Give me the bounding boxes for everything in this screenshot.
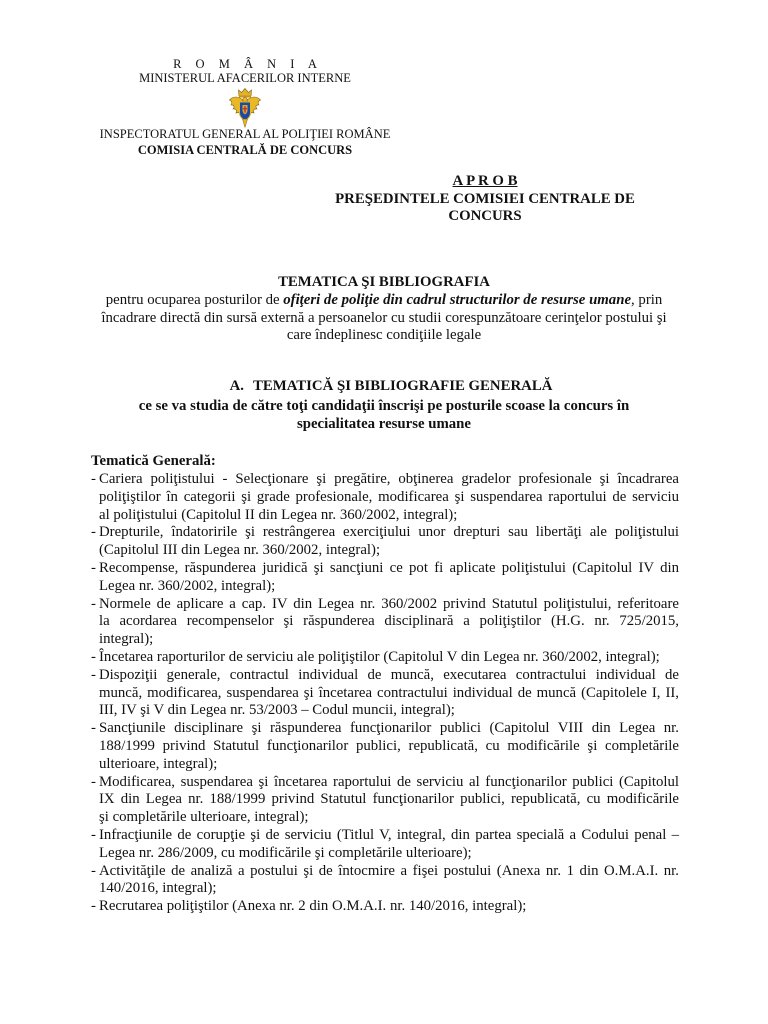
list-item-line: 188/1999 privind Statutul funcţionarilor publici, republicată, cu modificările şi completările [99,737,679,754]
list-item-line: 140/2016, integral); [99,880,217,897]
intro-paragraph [0,274,768,345]
list-bullet: - [91,862,96,879]
list-item-line: Activităţile de analiză a postului şi de întocmire a fişei postului (Anexa nr. 1 din O.M.A.I. nr. [99,862,679,879]
list-bullet: - [91,471,96,487]
list-item-line: integral); [99,631,154,648]
list-item-line: III, IV şi V din Legea nr. 53/2003 – Codul muncii, integral); [99,702,455,719]
list-bullet: - [91,826,96,843]
intro-line: încadrare directă din sursă externă a persoanelor cu studii corespunzătoare cerinţelor postului şi [101,309,667,326]
list-item-line: Legea nr. 286/2009, cu modificările şi completările ulterioare); [99,844,472,861]
country-name: R O M Â N I A [173,57,323,71]
list-bullet: - [91,559,96,576]
document-title: TEMATICA ŞI BIBLIOGRAFIA [278,274,490,290]
section-a-heading [14,378,768,396]
list-item-line: Încetarea raporturilor de serviciu ale poliţiştilor (Capitolul V din Legea nr. 360/2002, integral); [99,648,660,665]
list-item [91,596,679,649]
approval-block [285,173,685,191]
list-bullet: - [91,666,96,683]
list-item [91,471,679,524]
coat-of-arms-icon [228,87,262,129]
ministry-name: MINISTERUL AFACERILOR INTERNE [139,71,351,85]
list-item-line: Recompense, răspunderea juridică şi sancţiuni ce pot fi aplicate poliţistului (Capitolul IV din [99,559,679,576]
list-item-line: Cariera poliţistului - Selecţionare şi pregătire, obţinerea gradelor profesionale şi încadrarea [99,471,679,487]
list-bullet: - [91,648,96,665]
list-item-line: Sancţiunile disciplinare şi răspunderea funcţionarilor publici (Capitolul VIII din Legea nr. [99,720,679,737]
list-bullet: - [91,524,96,541]
approval-signatory-line: CONCURS [448,208,522,224]
list-item-line: Modificarea, suspendarea şi încetarea raportului de serviciu al funcţionarilor publici (Capitolul [99,773,679,790]
list-bullet: - [91,773,96,790]
list-item-line: Infracţiunile de corupţie şi de serviciu (Titlul V, integral, din partea specială a Codului penal – [99,826,679,843]
list-item-line: Normele de aplicare a cap. IV din Legea nr. 360/2002 privind Statutul poliţistului, referitoare [99,595,679,612]
general-topics-heading: Tematică Generală: [91,453,216,469]
list-item [91,720,679,773]
list-item [91,774,679,827]
list-item-line: Legea nr. 360/2002, integral); [99,577,276,594]
section-title: TEMATICĂ ŞI BIBLIOGRAFIE GENERALĂ [252,378,553,394]
intro-line [0,292,768,310]
approval-title: A P R O B [452,173,518,189]
approval-signatory-line: PREŞEDINTELE COMISIEI CENTRALE DE [335,191,635,207]
list-item [91,560,679,596]
section-a-subtitle: ce se va studia de către toţi candidaţii înscrişi pe posturile scoase la concurs în [138,398,630,414]
list-item-line: şi completările ulterioare, integral); [99,809,309,826]
list-bullet: - [91,595,96,612]
list-item-line: ulterioare, integral); [99,755,218,772]
list-item-line: muncă, modificarea, suspendarea şi încetarea contractului individual de muncă (Capitolele I, II, [99,684,679,701]
list-item [91,524,679,560]
intro-text: , prin [631,291,663,308]
intro-line: care îndeplinesc condiţiile legale [286,327,482,344]
general-topics-list [91,471,679,916]
list-item [91,667,679,720]
commission-name: COMISIA CENTRALĂ DE CONCURS [137,143,353,157]
list-item-line: Dispoziţii generale, contractul individual de muncă, executarea contractului individual de [99,666,679,683]
list-item-line: la acordarea recompenselor şi răspunderea disciplinară a poliţiştilor (H.G. nr. 725/2015, [99,613,679,630]
list-bullet: - [91,898,96,915]
list-bullet: - [91,720,96,737]
section-marker: A. [229,378,244,394]
list-item-line: Drepturile, îndatoririle şi restrângerea exerciţiului unor drepturi sau libertăţi ale poliţistului [99,524,679,541]
section-a-subtitle: specialitatea resurse umane [297,416,471,432]
list-item-line: (Capitolul III din Legea nr. 360/2002, integral); [99,542,381,559]
list-item [91,898,679,916]
intro-emphasis: ofiţeri de poliţie din cadrul structurilor de resurse umane [283,291,632,308]
list-item [91,827,679,863]
list-item-line: poliţiştilor în categorii şi grade profesionale, modificarea şi suspendarea raportului de serviciu [99,488,679,505]
intro-text: pentru ocuparea posturilor de [105,291,284,308]
list-item-line: IX din Legea nr. 188/1999 privind Statutul funcţionarilor publici, republicată, cu modificările [99,791,679,808]
list-item [91,863,679,899]
list-item-line: Recrutarea poliţiştilor (Anexa nr. 2 din O.M.A.I. nr. 140/2016, integral); [99,898,527,915]
list-item-line: al poliţistului (Capitolul II din Legea nr. 360/2002, integral); [99,506,458,523]
inspectorate-name: INSPECTORATUL GENERAL AL POLIŢIEI ROMÂNE [99,127,391,141]
list-item [91,649,679,667]
